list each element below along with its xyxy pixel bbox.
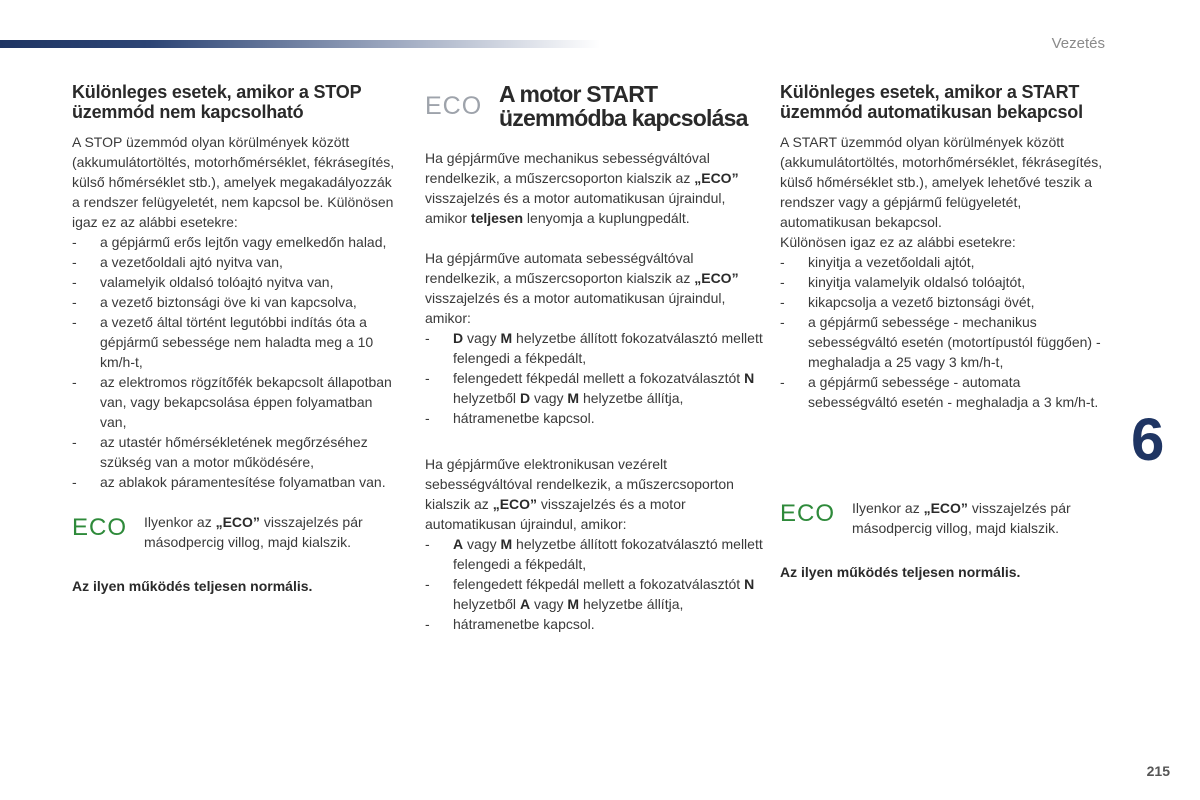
section-name: Vezetés [1051, 35, 1105, 52]
list-item: - hátramenetbe kapcsol. [425, 614, 765, 634]
stop-exceptions-intro: A STOP üzemmód olyan körülmények között (akkumulátortöltés, motorhőmérséklet, fékrásegítés, külső hőmérséklet stb.), amelyek megakadályozzák a rendszer felügyeletét, nem kapcsol be. Különösen igaz ez az alábbi esetekre: [72, 134, 395, 230]
normal-operation-note: Az ilyen működés teljesen normális. [72, 578, 313, 594]
eco-indicator-icon: ECO [72, 514, 128, 541]
header-bar [0, 40, 600, 48]
stop-exceptions-heading: Különleges esetek, amikor a STOP üzemmód nem kapcsolható [72, 82, 362, 122]
list-item: - felengedett fékpedál mellett a fokozatválasztót N helyzetből A vagy M helyzetbe állítja, [425, 574, 765, 614]
stop-exceptions-list [72, 232, 402, 492]
list-item: - hátramenetbe kapcsol. [425, 408, 765, 428]
start-exceptions-list [780, 252, 1110, 412]
automatic-gearbox-paragraph: Ha gépjárműve automata sebességváltóval rendelkezik, a műszercsoporton kialszik az „ECO” visszajelzés és a motor automatikusan újraindul, amikor: [425, 250, 739, 326]
list-item: - felengedett fékpedál mellett a fokozatválasztót N helyzetből D vagy M helyzetbe állítja, [425, 368, 765, 408]
list-item: - az ablakok páramentesítése folyamatban van. [72, 472, 402, 492]
list-item: - A vagy M helyzetbe állított fokozatválasztó mellett felengedi a fékpedált, [425, 534, 765, 574]
start-mode-header [425, 82, 765, 130]
manual-gearbox-paragraph: Ha gépjárműve mechanikus sebességváltóval rendelkezik, a műszercsoporton kialszik az „ECO” visszajelzés és a motor automatikusan újraindul, amikor teljesen lenyomja a kuplungpedált. [425, 150, 739, 226]
column-stop-exceptions [72, 82, 402, 596]
list-item: - az elektromos rögzítőfék bekapcsolt állapotban van, vagy bekapcsolása éppen folyamatban van, [72, 372, 402, 432]
normal-operation-note: Az ilyen működés teljesen normális. [780, 564, 1021, 580]
eco-note-text: Ilyenkor az „ECO” visszajelzés pár másodpercig villog, majd kialszik. [144, 514, 363, 550]
list-item: - a vezető biztonsági öve ki van kapcsolva, [72, 292, 402, 312]
eco-indicator-icon: ECO [780, 500, 836, 527]
list-item: - kinyitja a vezetőoldali ajtót, [780, 252, 1110, 272]
eco-note [72, 512, 402, 552]
electronic-gearbox-paragraph: Ha gépjárműve elektronikusan vezérelt sebességváltóval rendelkezik, a műszercsoporton kialszik az „ECO” visszajelzés és a motor automatikusan újraindul, amikor: [425, 456, 734, 532]
electronic-gearbox-list [425, 534, 765, 634]
column-start-mode [425, 82, 765, 654]
list-item: - a gépjármű erős lejtőn vagy emelkedőn halad, [72, 232, 402, 252]
list-item: - a vezető által történt legutóbbi indítás óta a gépjármű sebessége nem haladta meg a 10 km/h-t, [72, 312, 402, 372]
list-item: - a gépjármű sebessége - mechanikus sebességváltó esetén (motortípustól függően) - meghaladja a 25 vagy 3 km/h-t, [780, 312, 1110, 372]
start-mode-heading: A motor START üzemmódba kapcsolása [499, 81, 748, 131]
start-exceptions-intro: A START üzemmód olyan körülmények között (akkumulátortöltés, motorhőmérséklet, fékrásegítés, külső hőmérséklet stb.), amelyek lehetővé teszik a rendszer vagy a gépjármű felügyeletét, automatikusan bekapcsol. [780, 134, 1103, 230]
eco-indicator-icon: ECO [425, 91, 483, 120]
start-exceptions-heading: Különleges esetek, amikor a START üzemmód automatikusan bekapcsol [780, 82, 1083, 122]
page-number: 215 [1146, 763, 1170, 779]
eco-note [780, 498, 1110, 538]
list-item: - a gépjármű sebessége - automata sebességváltó esetén - meghaladja a 3 km/h-t. [780, 372, 1110, 412]
automatic-gearbox-list [425, 328, 765, 428]
chapter-number: 6 [1131, 406, 1165, 473]
column-start-exceptions [780, 82, 1110, 582]
list-item: - valamelyik oldalsó tolóajtó nyitva van, [72, 272, 402, 292]
eco-note-text: Ilyenkor az „ECO” visszajelzés pár másodpercig villog, majd kialszik. [852, 500, 1071, 536]
list-item: - D vagy M helyzetbe állított fokozatválasztó mellett felengedi a fékpedált, [425, 328, 765, 368]
list-item: - kinyitja valamelyik oldalsó tolóajtót, [780, 272, 1110, 292]
list-item: - kikapcsolja a vezető biztonsági övét, [780, 292, 1110, 312]
start-exceptions-intro-2: Különösen igaz ez az alábbi esetekre: [780, 234, 1016, 250]
list-item: - a vezetőoldali ajtó nyitva van, [72, 252, 402, 272]
list-item: - az utastér hőmérsékletének megőrzéséhez szükség van a motor működésére, [72, 432, 402, 472]
